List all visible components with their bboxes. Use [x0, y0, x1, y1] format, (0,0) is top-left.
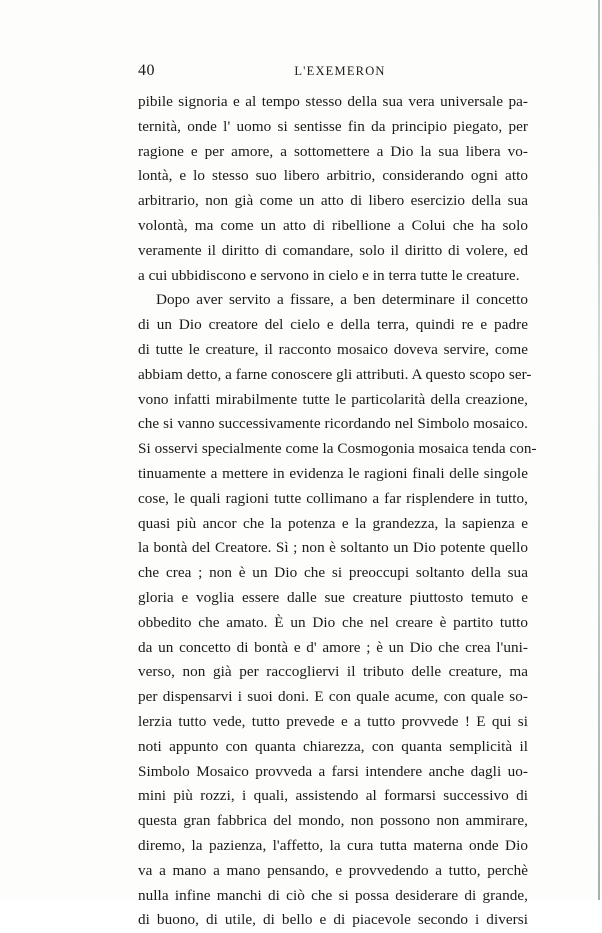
- text-line: ragione e per amore, a sottomettere a Dio la sua libera vo-: [138, 142, 528, 160]
- text-line: verso, non già per raccogliervi il tributo delle creature, ma: [138, 663, 528, 681]
- paragraph-1: [138, 90, 528, 288]
- page-header: [138, 62, 528, 86]
- text-line: obbedito che amato. È un Dio che nel creare è partito tutto: [138, 613, 528, 631]
- text-line: Dopo aver servito a fissare, a ben determinare il concetto: [156, 291, 528, 309]
- text-line: che crea ; non è un Dio che si preoccupi soltanto della sua: [138, 564, 528, 582]
- text-line: per dispensarvi i suoi doni. E con quale acume, con quale so-: [138, 688, 528, 706]
- text-line: Si osservi specialmente come la Cosmogonia mosaica tenda con-: [138, 440, 537, 458]
- paragraph-2: [138, 288, 537, 933]
- text-line: che si vanno successivamente ricordando nel Simbolo mosaico.: [138, 415, 528, 433]
- text-line: arbitrario, non già come un atto di libero esercizio della sua: [138, 192, 528, 210]
- running-title: L'EXEMERON: [294, 64, 386, 78]
- body-text: [138, 90, 537, 933]
- text-line: gloria e voglia essere dalle sue creature piuttosto temuto e: [138, 588, 528, 606]
- text-line: abbiam detto, a farne conoscere gli attributi. A questo scopo ser-: [138, 365, 532, 383]
- text-line: vono infatti mirabilmente tutte le particolarità della creazione,: [138, 390, 528, 408]
- text-line: di tutte le creature, il racconto mosaico doveva servire, come: [138, 340, 528, 358]
- text-line: cose, le quali ragioni tutte collimano a far risplendere in tutto,: [138, 489, 528, 507]
- text-line: Simbolo Mosaico provveda a farsi intendere anche dagli uo-: [138, 762, 528, 780]
- text-line: da un concetto di bontà e d' amore ; è un Dio che crea l'uni-: [138, 638, 528, 656]
- page-number: 40: [138, 62, 155, 79]
- text-line: diremo, la pazienza, l'affetto, la cura tutta materna onde Dio: [138, 836, 528, 854]
- text-line: volontà, ma come un atto di ribellione a Colui che ha solo: [138, 216, 528, 234]
- text-line: lontà, e lo stesso suo libero arbitrio, considerando ogni atto: [138, 167, 528, 185]
- text-line: lerzia tutto vede, tutto prevede e a tutto provvede ! E qui si: [138, 712, 528, 730]
- text-line: questa gran fabbrica del mondo, non possono non ammirare,: [138, 812, 528, 830]
- text-line: tinuamente a mettere in evidenza le ragioni finali delle singole: [138, 464, 528, 482]
- text-line: noti appunto con quanta chiarezza, con quanta semplicità il: [138, 737, 528, 755]
- scan-edge: [598, 0, 600, 900]
- text-line: di buono, di utile, di bello e di piacevole secondo i diversi: [138, 911, 528, 929]
- text-line: la bontà del Creatore. Sì ; non è soltanto un Dio potente quello: [138, 539, 528, 557]
- text-line: va a mano a mano pensando, e provvedendo a tutto, perchè: [138, 861, 528, 879]
- text-line: ternità, onde l' uomo si sentisse fin da principio piegato, per: [138, 117, 528, 135]
- text-line: nulla infine manchi di ciò che si possa desiderare di grande,: [138, 886, 528, 904]
- text-line: quasi più ancor che la potenza e la grandezza, la sapienza e: [138, 514, 528, 532]
- text-line: di un Dio creatore del cielo e della terra, quindi re e padre: [138, 316, 528, 334]
- text-line: a cui ubbidiscono e servono in cielo e in terra tutte le creature.: [138, 266, 520, 284]
- text-line: pibile signoria e al tempo stesso della sua vera universale pa-: [138, 93, 528, 110]
- text-line: mini più rozzi, i quali, assistendo al formarsi successivo di: [138, 787, 528, 805]
- text-line: veramente il diritto di comandare, solo il diritto di volere, ed: [138, 241, 528, 259]
